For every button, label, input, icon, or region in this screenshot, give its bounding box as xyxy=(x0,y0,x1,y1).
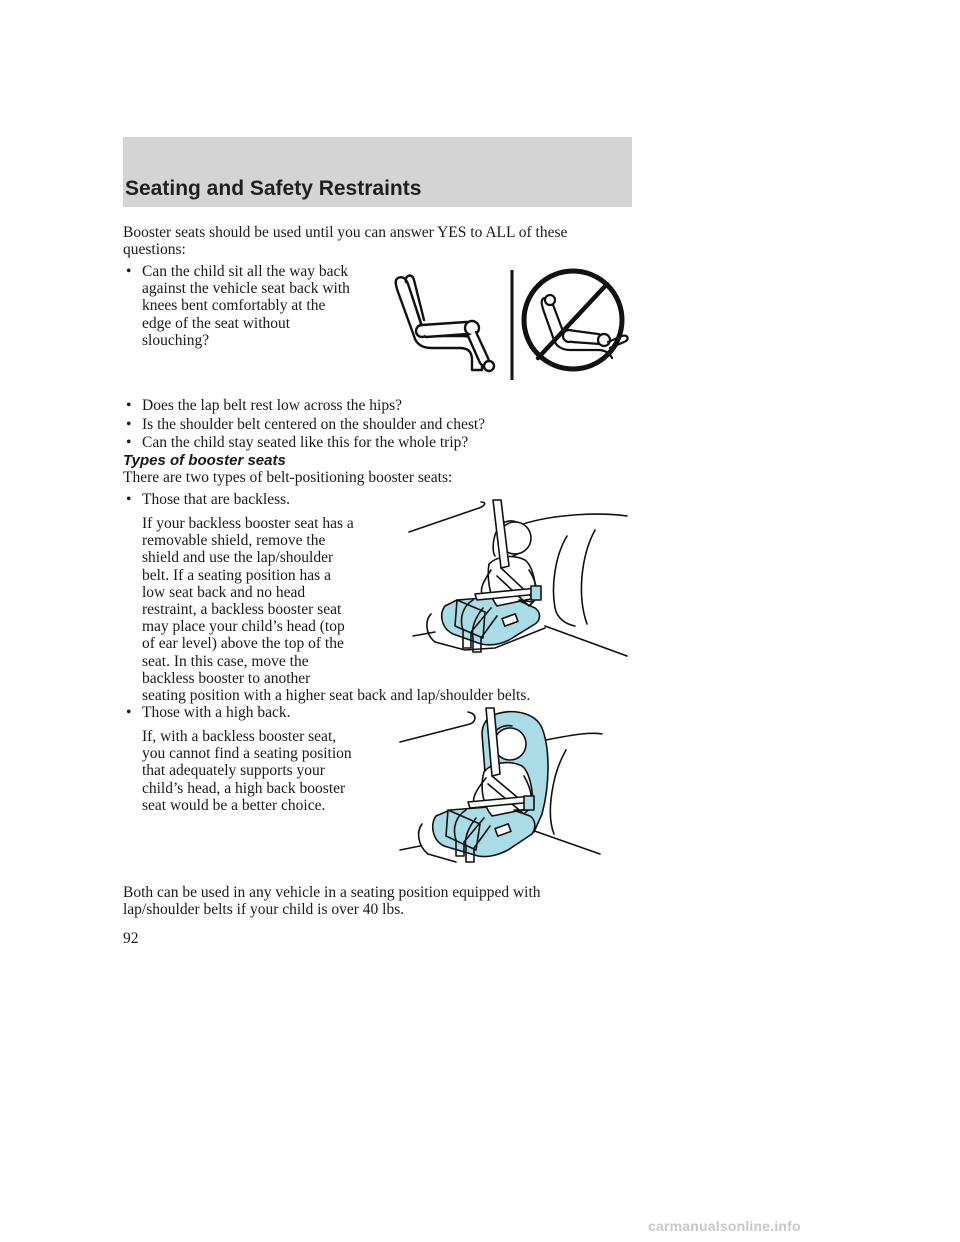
question-1-line: Can the child sit all the way back xyxy=(142,263,349,280)
highback-booster-illustration xyxy=(396,704,604,866)
highback-line: that adequately supports your xyxy=(142,762,325,780)
section-header-band xyxy=(123,137,632,207)
backless-line: shield and use the lap/shoulder xyxy=(142,549,334,567)
closing-line-2: lap/shoulder belts if your child is over 40 lbs. xyxy=(123,901,405,918)
types-intro: There are two types of belt-positioning booster seats: xyxy=(123,469,453,486)
backless-line: may place your child’s head (top xyxy=(142,618,345,636)
backless-line: removable shield, remove the xyxy=(142,532,326,550)
backless-line: of ear level) above the top of the xyxy=(142,635,344,653)
backless-line: restraint, a backless booster seat xyxy=(142,601,342,619)
highback-line: seat would be a better choice. xyxy=(142,796,326,814)
question-3: Is the shoulder belt centered on the shoulder and chest? xyxy=(142,416,486,433)
highback-bullet: Those with a high back. xyxy=(142,704,291,721)
backless-line: backless booster to another xyxy=(142,669,311,687)
highback-line: If, with a backless booster seat, xyxy=(142,728,337,745)
bullet-marker: • xyxy=(126,434,132,451)
question-1 xyxy=(142,263,350,349)
section-title: Seating and Safety Restraints xyxy=(125,177,422,200)
watermark: carmanualsonline.info xyxy=(648,1218,801,1234)
closing-line-1: Both can be used in any vehicle in a seating position equipped with xyxy=(123,884,541,901)
backless-line: If your backless booster seat has a xyxy=(142,515,354,532)
bullet-marker: • xyxy=(126,416,132,433)
seat-posture-illustration xyxy=(392,262,632,384)
bullet-marker: • xyxy=(126,397,132,414)
intro-line-2: questions: xyxy=(123,241,186,258)
backless-line: belt. If a seating position has a xyxy=(142,566,331,584)
highback-line: you cannot find a seating position xyxy=(142,745,352,763)
question-1-line: edge of the seat without xyxy=(142,314,291,332)
intro-line-1: Booster seats should be used until you can answer YES to ALL of these xyxy=(123,224,568,241)
types-heading: Types of booster seats xyxy=(123,452,286,469)
backless-line: seat. In this case, move the xyxy=(142,652,309,670)
question-2: Does the lap belt rest low across the hips? xyxy=(142,397,402,414)
question-1-line: knees bent comfortably at the xyxy=(142,297,326,315)
question-4: Can the child stay seated like this for the whole trip? xyxy=(142,434,469,451)
highback-paragraph xyxy=(142,728,352,814)
question-1-line: slouching? xyxy=(142,331,210,349)
page-number: 92 xyxy=(123,930,139,947)
bullet-marker: • xyxy=(126,704,132,721)
highback-line: child’s head, a high back booster xyxy=(142,779,346,797)
backless-line: seating position with a higher seat back and lap/shoulder belts. xyxy=(142,687,531,705)
question-1-line: against the vehicle seat back with xyxy=(142,280,350,298)
bullet-marker: • xyxy=(126,263,132,280)
backless-booster-illustration xyxy=(405,496,630,658)
backless-bullet: Those that are backless. xyxy=(142,491,291,508)
bullet-marker: • xyxy=(126,491,132,508)
backless-line: low seat back and no head xyxy=(142,583,306,601)
